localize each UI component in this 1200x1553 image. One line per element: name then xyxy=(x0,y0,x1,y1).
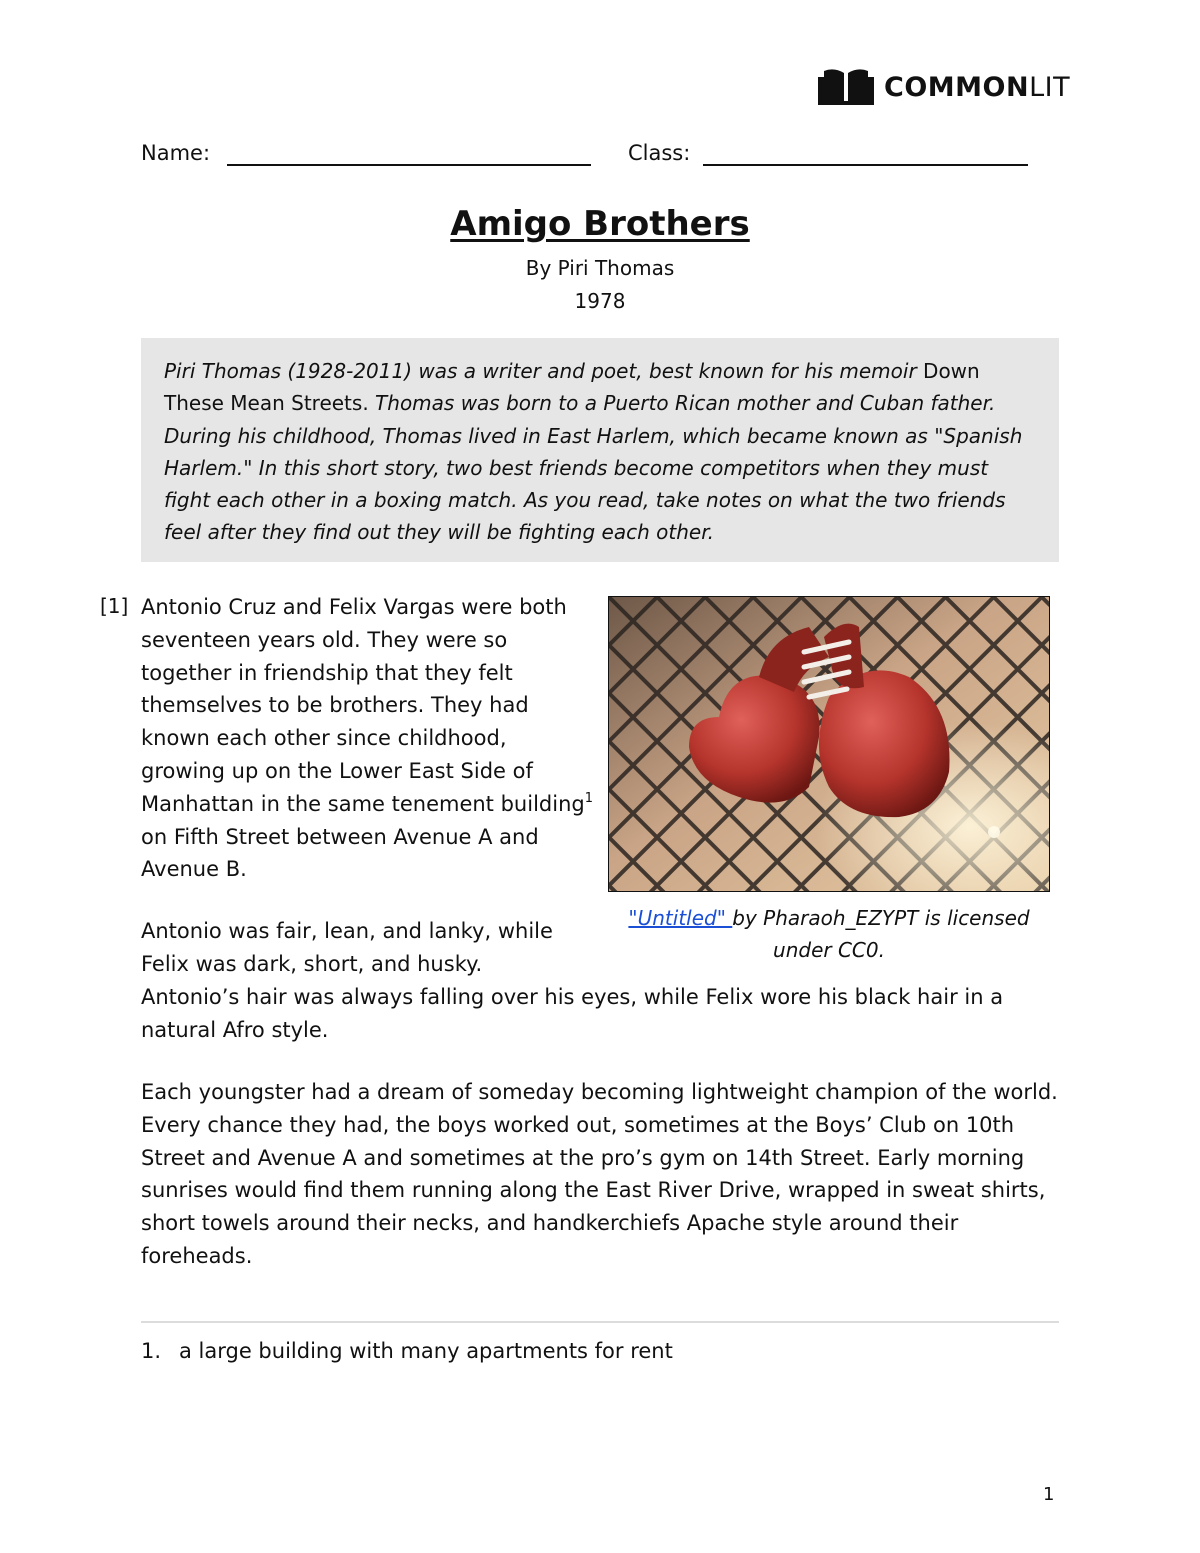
class-label: Class: xyxy=(628,141,691,165)
boxing-gloves-photo xyxy=(608,596,1050,892)
footnote-number: 1. xyxy=(141,1339,162,1363)
footnote xyxy=(141,1339,673,1363)
intro-box xyxy=(141,338,1059,562)
footnote-divider xyxy=(141,1321,1059,1323)
logo-wordmark: COMMONLIT xyxy=(884,71,1071,103)
document-title: Amigo Brothers xyxy=(450,204,750,244)
footnote-text: a large building with many apartments for rent xyxy=(179,1339,673,1363)
page-number: 1 xyxy=(1043,1484,1055,1505)
open-book-icon xyxy=(818,67,874,107)
commonlit-logo xyxy=(818,66,1070,108)
paragraph-2-wrapped: Antonio was fair, lean, and lanky, while Felix was dark, short, and husky. xyxy=(141,919,553,976)
intro-text: Piri Thomas (1928-2011) was a writer and poet, best known for his memoir Down These Mean Streets. Thomas was born to a Puerto Rican mother and Cuban father. During his childhood, Thomas lived in East Harlem, which became known as "Spanish Harlem." In this short story, two best friends become competitors when they must fight each other in a boxing match. As you read, take notes on what the two friends feel after they find out they will be fighting each other. xyxy=(164,359,1023,545)
name-label: Name: xyxy=(141,141,211,165)
author-byline: By Piri Thomas xyxy=(525,256,675,280)
paragraph-2-continued: Antonio’s hair was always falling over his eyes, while Felix wore his black hair in a natural Afro style. xyxy=(141,985,1004,1042)
image-source-link[interactable]: "Untitled" xyxy=(628,906,733,930)
image-caption: "Untitled" by Pharaoh_EZYPT is licensed under CC0. xyxy=(628,906,1030,962)
publication-year: 1978 xyxy=(574,289,626,313)
footnote-ref[interactable]: 1 xyxy=(584,790,593,806)
book-title: Down These Mean Streets. xyxy=(164,359,980,416)
paragraph-1: Antonio Cruz and Felix Vargas were both seventeen years old. They were so together in friendship that they felt themselves to be brothers. They had known each other since childhood, growing up on the Lower East Side of Manhattan in the same tenement building$^1$ on Fifth Street between Avenue A and Avenue B. xyxy=(141,595,593,882)
paragraph-3: Each youngster had a dream of someday becoming lightweight champion of the world. Every chance they had, the boys worked out, sometimes at the Boys’ Club on 10th Street and Avenue A and sometimes at the pro’s gym on 14th Street. Early morning sunrises would find them running along the East River Drive, wrapped in sweat shirts, short towels around their necks, and handkerchiefs Apache style around their foreheads. xyxy=(141,1080,1058,1268)
name-field[interactable] xyxy=(227,164,591,166)
class-field[interactable] xyxy=(703,164,1028,166)
paragraph-number: [1] xyxy=(100,594,129,618)
